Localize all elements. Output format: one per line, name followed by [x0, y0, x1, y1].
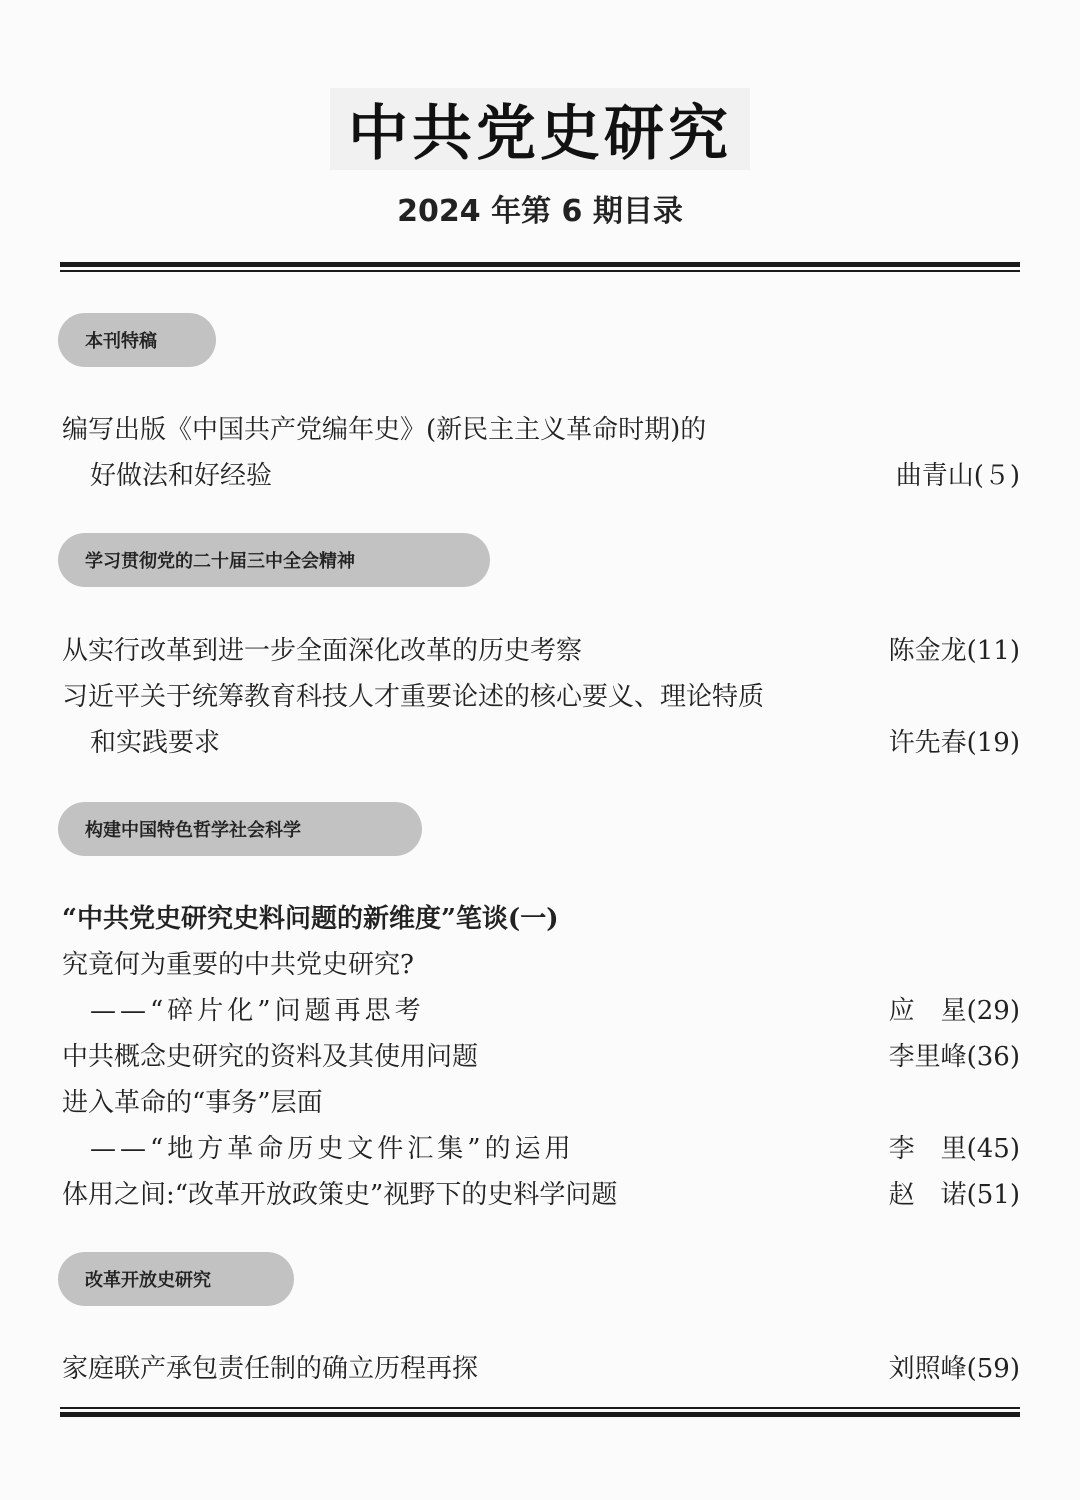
entry-author-page: 赵 诺(51) — [888, 1180, 1020, 1210]
toc-entry-line[interactable] — [62, 1082, 1020, 1124]
entry-title: 习近平关于统筹教育科技人才重要论述的核心要义、理论特质 — [62, 682, 765, 712]
toc-entry-line[interactable] — [62, 898, 1020, 940]
section-label: 学习贯彻党的二十届三中全会精神 — [58, 533, 490, 587]
entry-title: 究竟何为重要的中共党史研究? — [62, 950, 414, 980]
entry-title: 编写出版《中国共产党编年史》(新民主主义革命时期)的 — [62, 415, 707, 445]
entry-title: 体用之间:“改革开放政策史”视野下的史料学问题 — [62, 1180, 618, 1210]
entry-author-page: 许先春(19) — [888, 728, 1020, 758]
toc-entry-line[interactable] — [62, 676, 1020, 718]
symposium-title: “中共党史研究史料问题的新维度”笔谈(一) — [62, 904, 559, 934]
toc-entry-line[interactable] — [62, 1128, 1020, 1170]
entry-title: 好做法和好经验 — [90, 461, 273, 491]
toc-entry-line[interactable] — [62, 722, 1020, 764]
section-label: 改革开放史研究 — [58, 1252, 294, 1306]
top-divider — [60, 262, 1020, 272]
toc-entry-line[interactable] — [62, 630, 1020, 672]
entry-author-page: 应 星(29) — [888, 996, 1020, 1026]
masthead-text: 中共党史研究 — [348, 99, 732, 169]
toc-entry-line[interactable] — [62, 1348, 1020, 1390]
section-label: 本刊特稿 — [58, 313, 216, 367]
entry-author-page: 陈金龙(11) — [888, 636, 1020, 666]
entry-author-page: 曲青山(５) — [895, 461, 1020, 491]
toc-entry-line[interactable] — [62, 944, 1020, 986]
issue-title: 2024 年第 6 期目录 — [397, 194, 683, 229]
toc-entry-line[interactable] — [62, 1174, 1020, 1216]
entry-subtitle: ——“碎片化”问题再思考 — [90, 996, 425, 1026]
entry-title: 中共概念史研究的资料及其使用问题 — [62, 1042, 479, 1072]
bottom-divider — [60, 1407, 1020, 1417]
toc-entry-line[interactable] — [62, 409, 1020, 451]
entry-title: 从实行改革到进一步全面深化改革的历史考察 — [62, 636, 583, 666]
entry-title: 和实践要求 — [90, 728, 221, 758]
entry-subtitle: ——“地方革命历史文件汇集”的运用 — [90, 1134, 575, 1164]
entry-author-page: 李里峰(36) — [888, 1042, 1020, 1072]
entry-author-page: 李 里(45) — [888, 1134, 1020, 1164]
journal-masthead-logo — [330, 88, 750, 170]
entry-author-page: 刘照峰(59) — [888, 1354, 1020, 1384]
entry-title: 家庭联产承包责任制的确立历程再探 — [62, 1354, 479, 1384]
entry-title: 进入革命的“事务”层面 — [62, 1088, 323, 1118]
toc-entry-line[interactable] — [62, 1036, 1020, 1078]
toc-entry-line[interactable] — [62, 455, 1020, 497]
section-label: 构建中国特色哲学社会科学 — [58, 802, 422, 856]
toc-entry-line[interactable] — [62, 990, 1020, 1032]
